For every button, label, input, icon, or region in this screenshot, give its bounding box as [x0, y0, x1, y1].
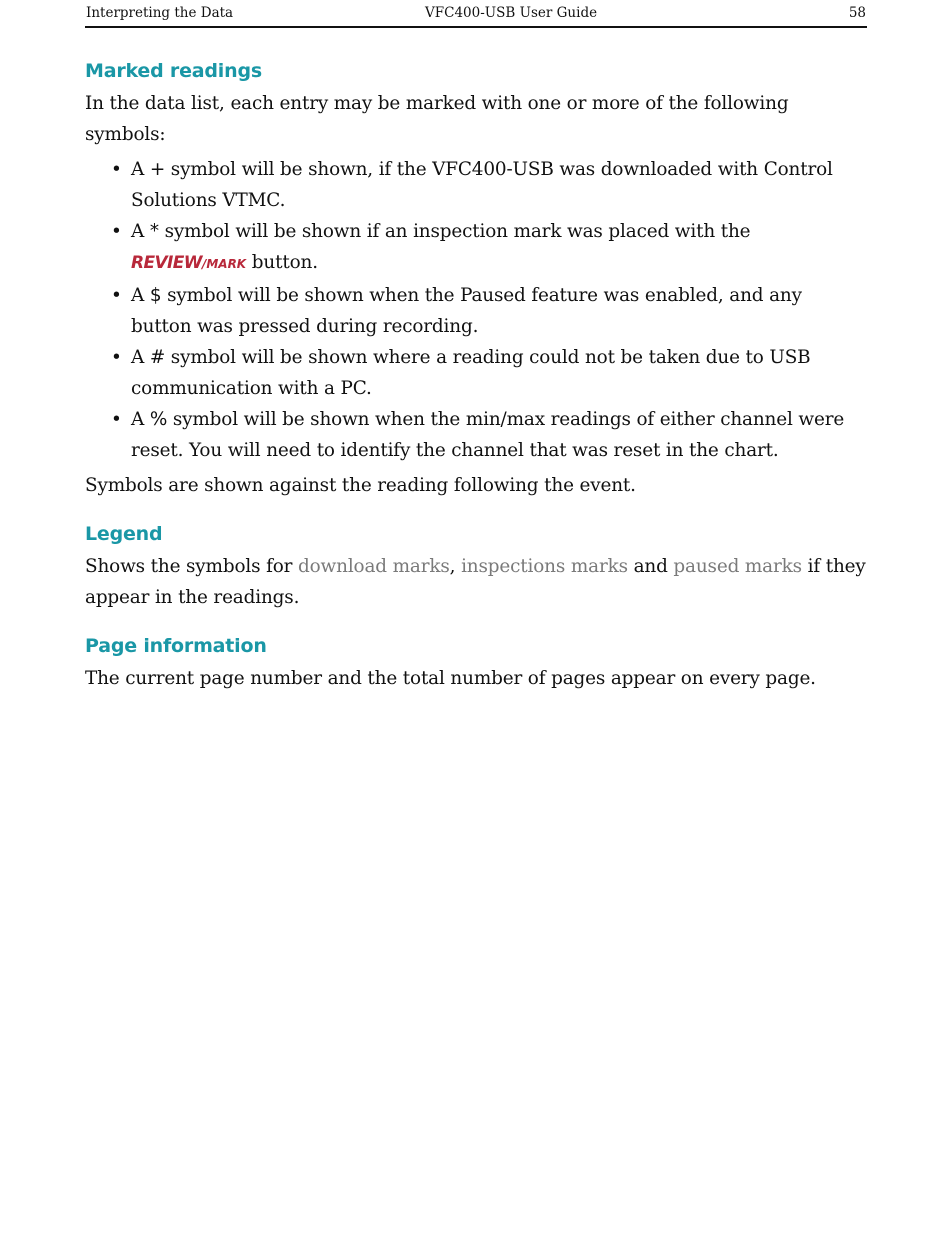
dollar-symbol: $ — [149, 285, 162, 306]
marked-readings-outro: Symbols are shown against the reading following the event. — [85, 475, 636, 496]
plus-symbol: + — [149, 159, 166, 180]
header-page-number: 58 — [848, 5, 866, 21]
legend-section — [85, 521, 867, 613]
marked-readings-heading: Marked readings — [85, 60, 262, 82]
hash-symbol: # — [149, 347, 166, 368]
percent-symbol: % — [149, 409, 168, 430]
list-item: • A + symbol will be shown, if the VFC400-USB was downloaded with Control Solutions VTMC. — [131, 154, 867, 216]
marked-readings-section — [85, 58, 867, 501]
page-information-heading: Page information — [85, 635, 267, 657]
document-page — [85, 0, 867, 694]
running-header — [85, 0, 867, 28]
review-mark-button-label: REVIEW/MARK — [131, 253, 247, 273]
asterisk-symbol: * — [149, 221, 159, 242]
list-item: • A # symbol will be shown where a reading could not be taken due to USB communication with a PC. — [131, 342, 867, 404]
header-section-title: Interpreting the Data — [86, 5, 234, 21]
download-marks-link[interactable]: download marks — [298, 556, 450, 577]
inspections-marks-link[interactable]: inspections marks — [461, 556, 628, 577]
page-information-paragraph: The current page number and the total number of pages appear on every page. — [85, 668, 816, 689]
page-information-section — [85, 633, 867, 694]
marked-readings-intro: In the data list, each entry may be marked with one or more of the following symbols: — [85, 93, 789, 145]
legend-paragraph: Shows the symbols for download marks, inspections marks and paused marks if they appear in the readings. — [85, 556, 866, 608]
list-item: • A * symbol will be shown if an inspection mark was placed with the REVIEW/MARK button. — [131, 216, 867, 280]
legend-heading: Legend — [85, 523, 163, 545]
list-item: • A % symbol will be shown when the min/max readings of either channel were reset. You will need to identify the channel that was reset in the chart. — [131, 404, 867, 466]
list-item: • A $ symbol will be shown when the Paused feature was enabled, and any button was pressed during recording. — [131, 280, 867, 342]
symbol-list — [85, 154, 867, 466]
paused-marks-link[interactable]: paused marks — [673, 556, 802, 577]
header-document-title: VFC400-USB User Guide — [425, 5, 598, 21]
